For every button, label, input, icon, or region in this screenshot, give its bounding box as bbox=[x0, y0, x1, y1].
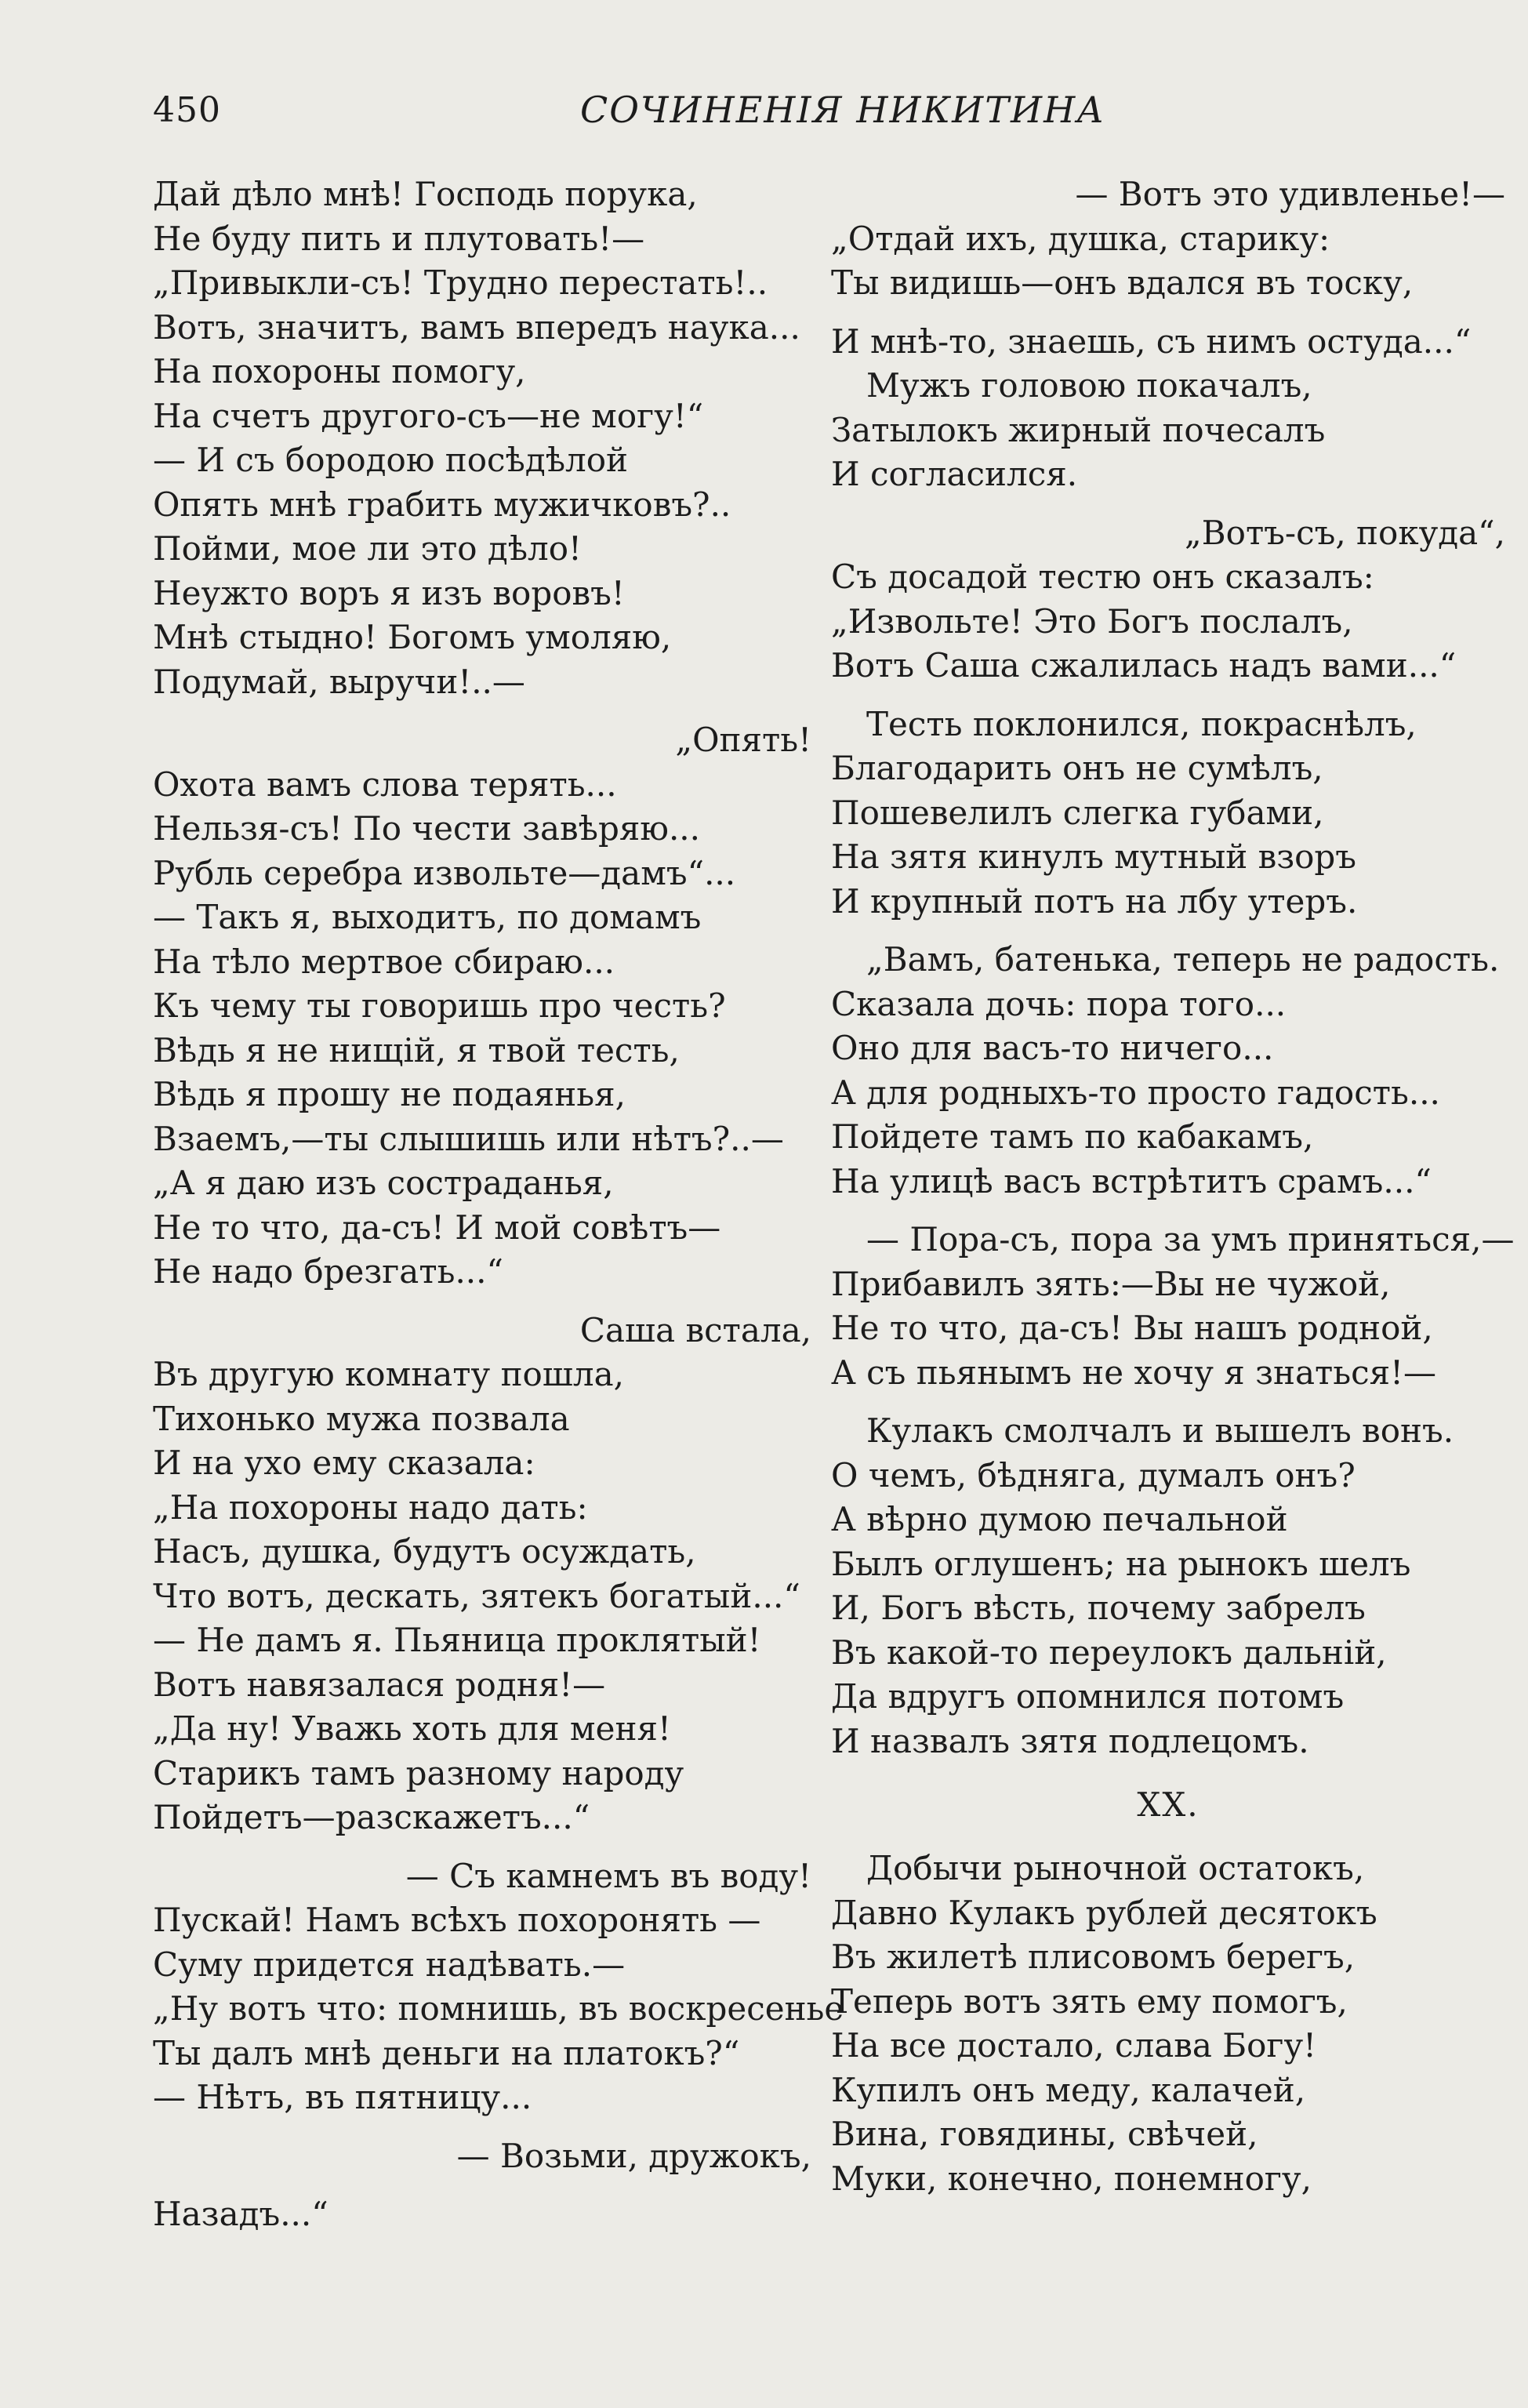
verse-line: Вотъ Саша сжалилась надъ вами...“ bbox=[831, 646, 1457, 685]
verse-line: Не надо брезгать...“ bbox=[153, 1252, 503, 1291]
verse-line: — Пора-съ, пора за умъ приняться,— bbox=[866, 1220, 1515, 1258]
verse-line: Мнѣ стыдно! Богомъ умоляю, bbox=[153, 618, 672, 656]
verse-line: Добычи рыночной остатокъ, bbox=[866, 1849, 1365, 1887]
verse-line: Вина, говядины, свѣчей, bbox=[831, 2115, 1258, 2153]
verse-line: Прибавилъ зять:—Вы не чужой, bbox=[831, 1264, 1391, 1303]
verse-line: Муки, конечно, понемногу, bbox=[831, 2159, 1312, 2198]
verse-line: „Ну вотъ что: помнишь, въ воскресенье bbox=[153, 1989, 844, 2028]
verse-line: А для родныхъ-то просто гадость... bbox=[831, 1073, 1440, 1112]
verse-line: Пойми, мое ли это дѣло! bbox=[153, 529, 582, 568]
section-heading: XX. bbox=[1137, 1785, 1200, 1824]
verse-line: И на ухо ему сказала: bbox=[153, 1444, 535, 1482]
verse-line: Дай дѣло мнѣ! Господь порука, bbox=[153, 175, 698, 213]
page-header bbox=[0, 82, 1528, 145]
verse-line: На все достало, слава Богу! bbox=[831, 2026, 1317, 2065]
verse-line: Давно Кулакъ рублей десятокъ bbox=[831, 1893, 1377, 1932]
verse-line: „Извольте! Это Богъ послалъ, bbox=[831, 601, 1353, 641]
verse-line: „Вотъ-съ, покуда“, bbox=[1185, 513, 1505, 552]
verse-line: Рубль серебра извольте—дамъ“... bbox=[153, 853, 736, 892]
verse-line: Вѣдь я не нищій, я твой тесть, bbox=[153, 1030, 680, 1070]
verse-line: Теперь вотъ зять ему помогъ, bbox=[831, 1981, 1348, 2021]
verse-line: И, Богъ вѣсть, почему забрелъ bbox=[831, 1589, 1366, 1627]
verse-line: Оно для васъ-то ничего... bbox=[831, 1029, 1274, 1067]
verse-line: Пойдете тамъ по кабакамъ, bbox=[831, 1117, 1314, 1156]
verse-line: Охота вамъ слова терять... bbox=[153, 765, 617, 804]
verse-line: — Не дамъ я. Пьяница проклятый! bbox=[153, 1621, 761, 1659]
verse-line: И крупный потъ на лбу утеръ. bbox=[831, 881, 1358, 921]
verse-line: — Возьми, дружокъ, bbox=[456, 2136, 811, 2175]
verse-line: Въ жилетѣ плисовомъ берегъ, bbox=[831, 1938, 1356, 1976]
verse-line: На счетъ другого-съ—не могу!“ bbox=[153, 396, 704, 435]
verse-line: Что вотъ, дескать, зятекъ богатый...“ bbox=[153, 1576, 800, 1615]
verse-line: На улицѣ васъ встрѣтитъ срамъ...“ bbox=[831, 1161, 1432, 1200]
verse-line: Неужто воръ я изъ воровъ! bbox=[153, 573, 625, 612]
verse-line: Вотъ, значитъ, вамъ впередъ наука... bbox=[153, 307, 800, 347]
verse-line: Пошевелилъ слегка губами, bbox=[831, 793, 1324, 832]
verse-line: „А я даю изъ состраданья, bbox=[153, 1164, 614, 1202]
verse-line: Тихонько мужа позвала bbox=[153, 1399, 570, 1438]
verse-line: „Привыкли-съ! Трудно перестать!.. bbox=[153, 263, 768, 302]
verse-line: А вѣрно думою печальной bbox=[831, 1500, 1288, 1538]
verse-line: — Такъ я, выходитъ, по домамъ bbox=[153, 898, 702, 936]
verse-line: И мнѣ-то, знаешь, съ нимъ остуда...“ bbox=[831, 321, 1472, 361]
verse-line: Не то что, да-съ! И мой совѣтъ— bbox=[153, 1208, 721, 1247]
verse-line: Не буду пить и плутовать!— bbox=[153, 219, 645, 258]
verse-line: Подумай, выручи!..— bbox=[153, 662, 525, 701]
verse-line: На зятя кинулъ мутный взоръ bbox=[831, 837, 1357, 876]
verse-line: На похороны помогу, bbox=[153, 352, 526, 390]
verse-line: Къ чему ты говоришь про честь? bbox=[153, 986, 726, 1025]
verse-line: Вѣдь я прошу не подаянья, bbox=[153, 1075, 626, 1113]
verse-line: Тесть поклонился, покраснѣлъ, bbox=[866, 704, 1417, 743]
verse-line: И назвалъ зятя подлецомъ. bbox=[831, 1721, 1309, 1760]
verse-line: — И съ бородою посѣдѣлой bbox=[153, 441, 629, 479]
verse-line: „На похороны надо дать: bbox=[153, 1487, 588, 1527]
right-column bbox=[831, 173, 1515, 2201]
verse-line: На тѣло мертвое сбираю... bbox=[153, 942, 615, 981]
verse-line: Вотъ навязалася родня!— bbox=[153, 1665, 606, 1704]
verse-line: Взаемъ,—ты слышишь или нѣтъ?..— bbox=[153, 1119, 784, 1158]
verse-line: Былъ оглушенъ; на рынокъ шелъ bbox=[831, 1544, 1411, 1583]
verse-line: Саша встала, bbox=[579, 1310, 811, 1349]
verse-line: Ты видишь—онъ вдался въ тоску, bbox=[831, 263, 1414, 302]
verse-line: Суму придется надѣвать.— bbox=[153, 1945, 626, 1984]
verse-line: „Да ну! Уважь хоть для меня! bbox=[153, 1709, 671, 1748]
verse-line: Пойдетъ—разскажетъ...“ bbox=[153, 1798, 590, 1836]
verse-line: О чемъ, бѣдняга, думалъ онъ? bbox=[831, 1455, 1356, 1495]
verse-line: — Съ камнемъ въ воду! bbox=[405, 1856, 811, 1895]
verse-line: Нельзя-съ! По чести завѣряю... bbox=[153, 809, 701, 848]
verse-line: Сказала дочь: пора того... bbox=[831, 984, 1287, 1023]
verse-line: Пускай! Намъ всѣхъ похоронять — bbox=[153, 1901, 761, 1939]
verse-line: Въ другую комнату пошла, bbox=[153, 1355, 624, 1393]
verse-line: „Опять! bbox=[675, 721, 811, 759]
verse-line: Старикъ тамъ разному народу bbox=[153, 1753, 684, 1792]
verse-line: Въ какой-то переулокъ дальній, bbox=[831, 1633, 1387, 1672]
verse-line: И согласился. bbox=[831, 455, 1078, 493]
verse-line: Да вдругъ опомнился потомъ bbox=[831, 1677, 1345, 1716]
running-title: СОЧИНЕНІЯ НИКИТИНА bbox=[580, 89, 1106, 131]
verse-line: Опять мнѣ грабить мужичковъ?.. bbox=[153, 485, 731, 524]
verse-line: Купилъ онъ меду, калачей, bbox=[831, 2070, 1306, 2109]
verse-line: Благодарить онъ не сумѣлъ, bbox=[831, 749, 1323, 787]
verse-line: Кулакъ смолчалъ и вышелъ вонъ. bbox=[866, 1411, 1454, 1450]
verse-line: Мужъ головою покачалъ, bbox=[866, 366, 1312, 405]
verse-line: А съ пьянымъ не хочу я знаться!— bbox=[831, 1353, 1437, 1392]
verse-line: — Вотъ это удивленье!— bbox=[1075, 175, 1505, 213]
verse-line: Ты далъ мнѣ деньги на платокъ?“ bbox=[153, 2033, 740, 2072]
page-number: 450 bbox=[153, 90, 221, 130]
verse-line: Насъ, душка, будутъ осуждать, bbox=[153, 1532, 696, 1571]
verse-line: Затылокъ жирный почесалъ bbox=[831, 410, 1326, 449]
verse-line: Назадъ...“ bbox=[153, 2195, 328, 2233]
verse-line: Съ досадой тестю онъ сказалъ: bbox=[831, 558, 1374, 596]
verse-line: „Отдай ихъ, душка, старику: bbox=[831, 219, 1330, 258]
verse-line: Не то что, да-съ! Вы нашъ родной, bbox=[831, 1309, 1433, 1347]
verse-line: „Вамъ, батенька, теперь не радость. bbox=[866, 940, 1500, 979]
left-column bbox=[153, 173, 844, 2237]
verse-line: — Нѣтъ, въ пятницу... bbox=[153, 2078, 532, 2116]
